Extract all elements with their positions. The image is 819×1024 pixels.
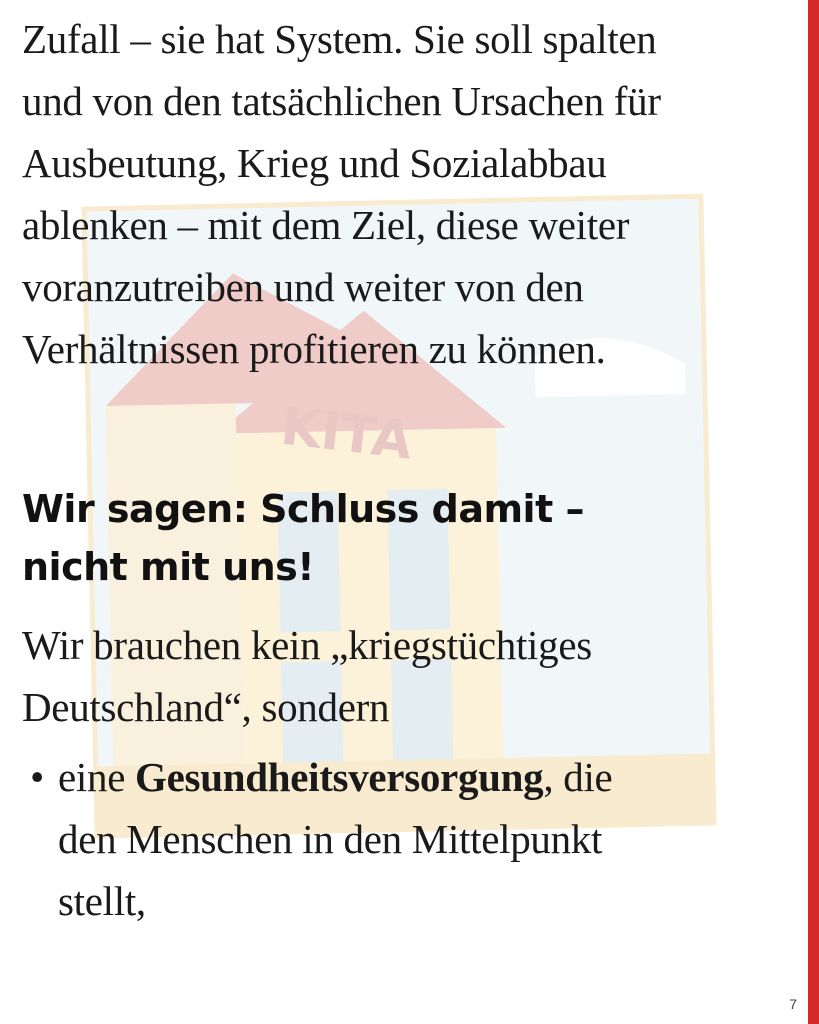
paragraph-line: und von den tatsächlichen Ursachen für xyxy=(22,78,661,124)
kita-sign: KITA xyxy=(277,396,416,472)
bullet-line: stellt, xyxy=(58,878,146,924)
intro-line: Wir brauchen kein „kriegstüchtiges xyxy=(22,622,592,668)
bullet-line xyxy=(58,746,782,808)
heading-line: nicht mit uns! xyxy=(22,545,315,589)
red-margin-bar xyxy=(808,0,819,1024)
bullet-bold-term: Gesundheitsversorgung xyxy=(135,754,544,800)
paragraph-line: voranzutreiben und weiter von den xyxy=(22,264,584,310)
bullet-marker: • xyxy=(30,754,45,800)
paragraph-line: Ausbeutung, Krieg und Sozialabbau xyxy=(22,140,607,186)
bullet-suffix: , die xyxy=(543,754,613,800)
paragraph-line: Verhältnissen profitieren zu können. xyxy=(22,326,606,372)
bullet-prefix: eine xyxy=(58,754,136,800)
paragraph-line: Zufall – sie hat System. Sie soll spalten xyxy=(22,16,657,62)
intro-line: Deutschland“, sondern xyxy=(22,684,390,730)
demands-list xyxy=(22,746,782,932)
list-item xyxy=(22,746,782,932)
page-number: 7 xyxy=(789,996,797,1012)
bullet-line: den Menschen in den Mittelpunkt xyxy=(58,816,603,862)
heading-line: Wir sagen: Schluss damit – xyxy=(22,487,584,531)
paragraph-line: ablenken – mit dem Ziel, diese weiter xyxy=(22,202,630,248)
section-heading xyxy=(22,480,782,596)
intro-paragraph xyxy=(22,614,782,738)
body-paragraph xyxy=(22,8,782,380)
page-content xyxy=(22,8,782,932)
